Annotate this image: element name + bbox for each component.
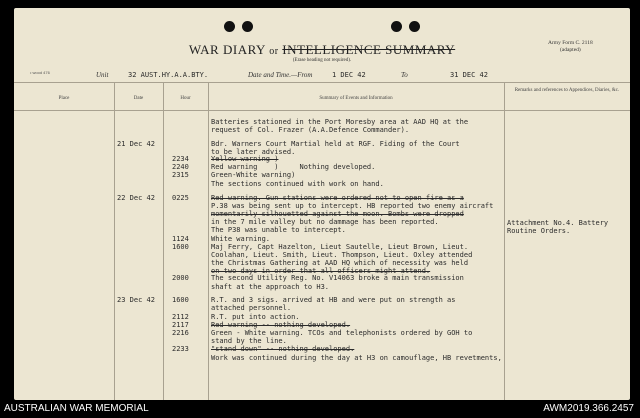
entry-text: Maj Ferry, Capt Hazelton, Lieut Sautelle, Lieut Brown, Lieut. xyxy=(211,243,469,251)
entry-hour: 2000 xyxy=(172,274,189,282)
entry-text: R.T. put into action. xyxy=(211,313,300,321)
title-note: (Erase heading not required). xyxy=(292,58,352,63)
entry-hour: 2234 xyxy=(172,155,189,163)
entry-text: Work was continued during the day at H3 on camouflage, HB revetments, xyxy=(211,354,502,362)
army-form-adapted: (adapted) xyxy=(559,47,581,53)
entry-hour: 1600 xyxy=(172,243,189,251)
entry-text: White warning. xyxy=(211,235,271,243)
entry-hour: 2233 xyxy=(172,345,189,353)
entry-text: Red warning ) Nothing developed. xyxy=(211,163,376,171)
unit-value: 32 AUST.HY.A.A.BTY. xyxy=(128,71,209,79)
entry-text: Coolahan, Lieut. Smith, Lieut. Thompson, Lieut. Oxley attended xyxy=(211,251,473,259)
date-to: 31 DEC 42 xyxy=(450,71,488,79)
entry-hour: 0225 xyxy=(172,194,189,202)
entry-hour: 2315 xyxy=(172,171,189,179)
column-divider xyxy=(504,82,505,400)
footer-institution: AUSTRALIAN WAR MEMORIAL xyxy=(4,403,149,414)
column-divider xyxy=(114,82,115,400)
table-top-rule xyxy=(14,82,630,83)
entry-text: The sections continued with work on hand. xyxy=(211,180,384,188)
entry-text: to be later advised. xyxy=(211,148,296,156)
remark-line: Attachment No.4. Battery xyxy=(507,219,609,227)
entry-text: Yellow warning ) xyxy=(211,155,279,163)
entry-text: Red warning. Gun stations were ordered not to open fire as a xyxy=(211,194,464,202)
punch-hole xyxy=(224,21,235,32)
date-from: 1 DEC 42 xyxy=(332,71,366,79)
entry-text: Green-White warning) xyxy=(211,171,296,179)
title-or: or xyxy=(269,46,279,57)
column-divider xyxy=(208,82,209,400)
entry-text: The P38 was unable to intercept. xyxy=(211,226,346,234)
punch-hole xyxy=(391,21,402,32)
entry-text: "stand down" -- nothing developed. xyxy=(211,345,355,353)
column-header-date: Date xyxy=(133,96,144,101)
entry-date: 22 Dec 42 xyxy=(117,194,155,202)
entry-text: Green - White warning. TCOs and telephonists ordered by GOH to xyxy=(211,329,473,337)
entry-text: momentarily silhouetted against the moon. Bombs were dropped xyxy=(211,210,464,218)
entry-text: on two days in order that all officers might attend. xyxy=(211,267,431,275)
entry-text: P.38 was being sent up to intercept. HB reported two enemy aircraft xyxy=(211,202,494,210)
remark-line: Routine Orders. xyxy=(507,227,571,235)
header-rule xyxy=(14,110,630,111)
entry-hour: 1124 xyxy=(172,235,189,243)
entry-text: Batteries stationed in the Port Moresby area at AAD HQ at the xyxy=(211,118,469,126)
entry-date: 21 Dec 42 xyxy=(117,140,155,148)
column-header-remarks: Remarks and references to Appendices, Diaries, &c. xyxy=(514,88,620,93)
date-range-label: Date and Time.—From xyxy=(248,71,313,79)
title-war-diary: WAR DIARY xyxy=(188,42,266,57)
army-form-number: Army Form C. 2118 xyxy=(548,40,593,46)
entry-hour: 2112 xyxy=(172,313,189,321)
entry-text: stand by the line. xyxy=(211,337,287,345)
entry-text: in the 7 mile valley but no dammage has been reported. xyxy=(211,218,439,226)
entry-hour: 2216 xyxy=(172,329,189,337)
punch-hole xyxy=(242,21,253,32)
entry-text: Red warning -- nothing developed. xyxy=(211,321,351,329)
army-form-label xyxy=(548,40,593,54)
punch-hole xyxy=(409,21,420,32)
entry-hour: 2117 xyxy=(172,321,189,329)
entry-date: 23 Dec 42 xyxy=(117,296,155,304)
date-to-label: To xyxy=(401,71,408,79)
entry-text: Bdr. Warners Court Martial held at RGF. Fiding of the Court xyxy=(211,140,460,148)
column-divider xyxy=(163,82,164,400)
column-header-place: Place xyxy=(58,96,70,101)
entry-text: The second Utility Reg. No. V14063 broke a main transmission xyxy=(211,274,464,282)
entry-text: R.T. and 3 sigs. arrived at HB and were put on strength as xyxy=(211,296,456,304)
entry-text: shaft at the approach to H3. xyxy=(211,283,330,291)
title-intelligence-summary: INTELLIGENCE SUMMARY xyxy=(282,42,456,57)
footer-accession-number: AWM2019.366.2457 xyxy=(543,403,634,414)
unit-label: Unit xyxy=(96,71,109,79)
war-diary-page xyxy=(14,8,630,400)
entry-text: request of Col. Frazer (A.A.Defence Commander). xyxy=(211,126,410,134)
entry-text: attached personnel. xyxy=(211,304,292,312)
entry-hour: 2240 xyxy=(172,163,189,171)
column-header-hour: Hour xyxy=(180,96,191,101)
entry-text: the Christmas Gathering at AAD HQ which of necessity was held xyxy=(211,259,469,267)
entry-hour: 1600 xyxy=(172,296,189,304)
page-title xyxy=(14,42,630,58)
column-header-summary: Summary of Events and Information xyxy=(319,96,393,101)
print-code: • wood 476 xyxy=(30,70,50,75)
